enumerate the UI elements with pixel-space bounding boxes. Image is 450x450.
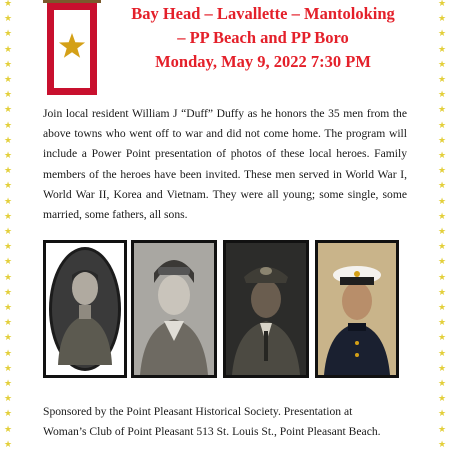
gold-star-icon: ★ [3, 151, 13, 162]
gold-star-icon: ★ [3, 90, 13, 101]
gold-star-icon: ★ [3, 105, 13, 116]
gold-star-icon: ★ [3, 348, 13, 359]
hero-photo-2 [131, 240, 217, 378]
gold-star-icon: ★ [437, 44, 447, 55]
gold-star-icon: ★ [3, 318, 13, 329]
gold-star-icon: ★ [437, 363, 447, 374]
gold-star-icon: ★ [437, 439, 447, 450]
gold-star-icon: ★ [3, 44, 13, 55]
gold-star-icon: ★ [3, 211, 13, 222]
event-heading [118, 2, 408, 74]
gold-star-icon: ★ [3, 363, 13, 374]
gold-star-icon: ★ [3, 0, 13, 9]
gold-star-icon: ★ [437, 303, 447, 314]
gold-star-icon: ★ [437, 348, 447, 359]
gold-star-icon: ★ [3, 135, 13, 146]
gold-star-icon: ★ [3, 409, 13, 420]
gold-star-icon: ★ [3, 59, 13, 70]
heading-towns-cont: – PP Beach and PP Boro [177, 28, 349, 47]
gold-star-icon: ★ [437, 287, 447, 298]
gold-star-icon: ★ [437, 379, 447, 390]
gold-star-icon: ★ [437, 257, 447, 268]
gold-star-icon: ★ [437, 181, 447, 192]
gold-star-icon: ★ [437, 14, 447, 25]
gold-star-icon: ★ [3, 379, 13, 390]
gold-star-icon: ★ [437, 0, 447, 9]
gold-star-icon: ★ [3, 272, 13, 283]
hero-photo-3 [223, 240, 309, 378]
gold-star-icon: ★ [437, 29, 447, 40]
gold-star-icon: ★ [437, 196, 447, 207]
gold-star-icon: ★ [437, 424, 447, 435]
gold-star-icon: ★ [3, 439, 13, 450]
gold-star-icon: ★ [437, 272, 447, 283]
gold-star-icon: ★ [437, 105, 447, 116]
gold-star-icon: ★ [3, 242, 13, 253]
service-flag-icon [43, 0, 101, 96]
gold-star-icon: ★ [437, 318, 447, 329]
gold-star-icon: ★ [437, 333, 447, 344]
sponsor-line: Sponsored by the Point Pleasant Historical Society. Presentation at [43, 405, 353, 418]
gold-star-icon: ★ [437, 75, 447, 86]
gold-star-icon: ★ [437, 211, 447, 222]
gold-star-icon: ★ [3, 227, 13, 238]
gold-star-icon: ★ [437, 135, 447, 146]
venue-line: Woman’s Club of Point Pleasant 513 St. Louis St., Point Pleasant Beach. [43, 425, 381, 438]
gold-star-icon: ★ [437, 409, 447, 420]
event-date-time: Monday, May 9, 2022 7:30 PM [155, 52, 371, 71]
gold-star-icon: ★ [437, 227, 447, 238]
gold-star-icon: ★ [3, 75, 13, 86]
gold-star-icon: ★ [3, 196, 13, 207]
event-description: Join local resident William J “Duff” Duffy as he honors the 35 men from the above towns who went off to war and did not come home. The program will include a Power Point presentation of photos of these local heroes. Family members of the heroes have been invited. These men served in World War I, World War II, Korea and Vietnam. They were all young; some single, some married, some fathers, all sons. [43, 107, 407, 222]
left-star-border [2, 0, 14, 450]
gold-star-icon: ★ [3, 257, 13, 268]
gold-star-icon: ★ [3, 120, 13, 131]
gold-star-icon: ★ [3, 166, 13, 177]
gold-star-icon: ★ [3, 333, 13, 344]
hero-photo-4 [315, 240, 399, 378]
event-footer [43, 402, 413, 442]
gold-star-icon: ★ [3, 303, 13, 314]
gold-star-icon: ★ [3, 424, 13, 435]
hero-photo-1 [43, 240, 127, 378]
gold-star-icon: ★ [437, 120, 447, 131]
right-star-border [436, 0, 448, 450]
gold-star-icon: ★ [3, 181, 13, 192]
gold-star-icon: ★ [3, 29, 13, 40]
gold-star-icon: ★ [3, 14, 13, 25]
gold-star-icon: ★ [3, 287, 13, 298]
hero-photos [43, 240, 403, 378]
gold-star-icon: ★ [437, 90, 447, 101]
gold-star-icon: ★ [437, 166, 447, 177]
gold-star-icon: ★ [437, 394, 447, 405]
gold-star-icon: ★ [437, 59, 447, 70]
gold-star-icon: ★ [3, 394, 13, 405]
gold-star-icon: ★ [437, 242, 447, 253]
gold-star-icon: ★ [437, 151, 447, 162]
heading-towns: Bay Head – Lavallette – Mantoloking [131, 4, 395, 23]
